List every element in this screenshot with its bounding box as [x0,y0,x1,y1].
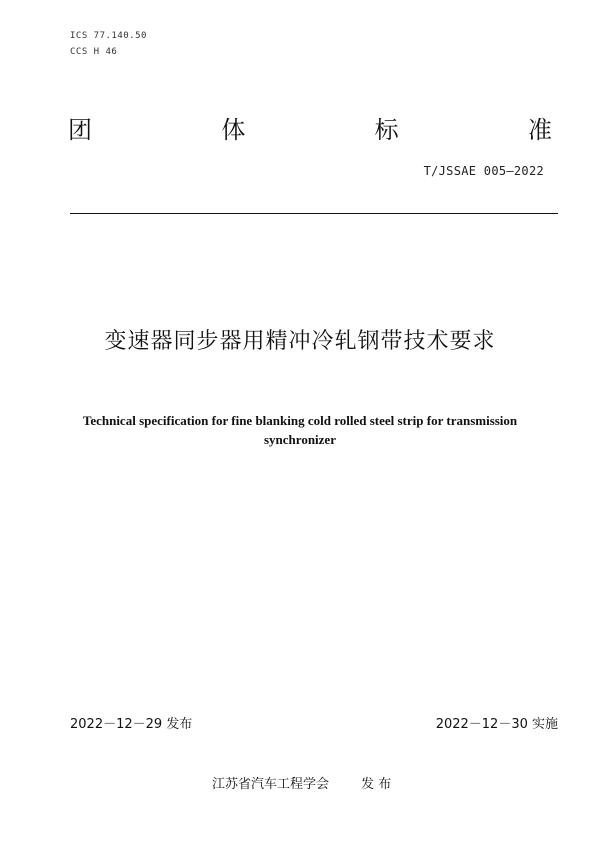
standard-type-char-2: 体 [221,116,246,144]
classification-codes [70,28,147,60]
standard-type-heading [68,112,552,148]
implementation-date: 2022－12－30 实施 [435,717,558,732]
ics-code: ICS 77.140.50 [70,31,147,41]
standard-type-char-1: 团 [68,116,92,144]
standard-number: T/JSSAE 005—2022 [423,164,544,178]
title-english: Technical specification for fine blanking cold rolled steel strip for transmission synchronizer [82,413,518,447]
issuer-organization: 江苏省汽车工程学会 [212,777,330,792]
header-divider [70,213,558,214]
publish-date: 2022－12－29 发布 [70,717,193,732]
ccs-code: CCS H 46 [70,47,118,57]
standard-type-char-4: 准 [527,116,552,144]
issuer [212,775,391,795]
title-chinese: 变速器同步器用精冲冷轧钢带技术要求 [104,329,496,354]
standard-type-char-3: 标 [374,116,399,144]
issuer-action: 发 布 [361,777,392,792]
